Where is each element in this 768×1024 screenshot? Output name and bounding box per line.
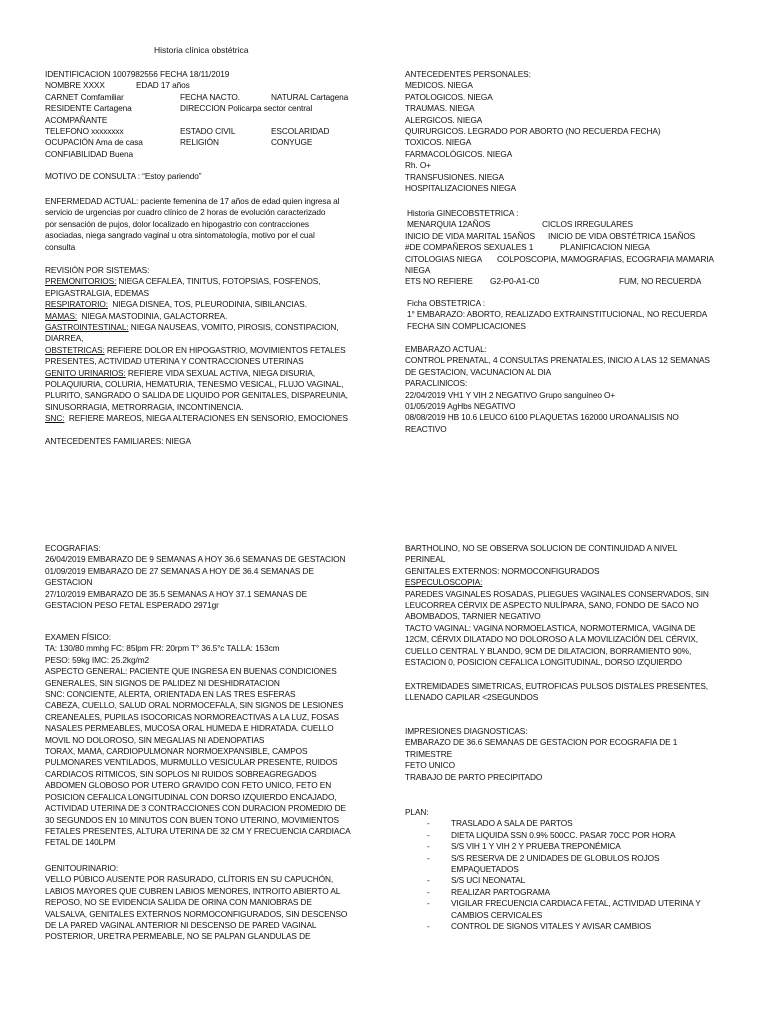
text-line: 1° EMBARAZO: ABORTO, REALIZADO EXTRAINSTITUCIONAL, NO RECUERDA	[407, 309, 708, 320]
ident-address: DIRECCION Policarpa sector central	[180, 103, 313, 114]
system-findings: NIEGA CEFALEA, TINITUS, FOTOPSIAS, FOSFENOS,	[116, 276, 321, 287]
text-line: ABDOMEN GLOBOSO POR UTERO GRAVIDO CON FETO UNICO, FETO EN	[45, 780, 332, 791]
text-line: NASALES PERMEABLES, MUCOSA ORAL HUMEDA E HIDRATADA. CUELLO	[45, 723, 334, 734]
plan-item	[405, 853, 735, 876]
gyneco-row	[407, 254, 737, 265]
text-line: TRABAJO DE PARTO PRECIPITADO	[405, 771, 543, 782]
text-line: TACTO VAGINAL: VAGINA NORMOELASTICA, NORMOTERMICA, VAGINA DE	[405, 622, 696, 633]
system-findings: DIARREA,	[45, 333, 84, 344]
text-line: TOXICOS. NIEGA	[405, 137, 472, 148]
section-heading: IMPRESIONES DIAGNOSTICAS:	[405, 726, 528, 736]
plan-item	[405, 830, 735, 841]
systems-review-line	[45, 288, 365, 299]
genitourinary-exam	[45, 863, 375, 943]
text-line: VELLO PÚBICO AUSENTE POR RASURADO, CLÍTORIS EN SU CAPUCHÓN,	[45, 874, 334, 885]
text-line: CARDIACOS RITMICOS, SIN SOPLOS NI RUIDOS SOBREAGREGADOS	[45, 768, 317, 779]
text-line: por sensación de pujos, dolor localizado en hipogastrio con contracciones	[45, 218, 309, 229]
plan-item-text: REALIZAR PARTOGRAMA	[451, 886, 551, 897]
systems-review-line	[45, 333, 365, 344]
text-line: 27/10/2019 EMBARAZO DE 35.5 SEMANAS A HOY 37.1 SEMANAS DE	[45, 588, 308, 599]
system-findings: EPIGASTRALGIA, EDEMAS	[45, 287, 149, 298]
plan-item-text: S/S UCI NEONATAL	[451, 875, 526, 886]
plan-item-text: DIETA LIQUIDA SSN 0.9% 500CC. PASAR 70CC POR HORA	[451, 829, 676, 840]
family-planning: PLANIFICACION NIEGA	[560, 242, 650, 253]
systems-review-line	[45, 356, 365, 367]
text-line: CONTROL PRENATAL, 4 CONSULTAS PRENATALES, INICIO A LAS 12 SEMANAS	[405, 355, 710, 366]
plan-item	[405, 898, 735, 921]
systems-review-line	[45, 413, 365, 424]
text-line: CREANEALES, PUPILAS ISOCORICAS NORMOREACTIVAS A LA LUZ, FOSAS	[45, 711, 339, 722]
bullet-dash: -	[427, 875, 430, 886]
diagnostic-impressions	[405, 726, 735, 783]
text-line: EMBARAZO DE 36.6 SEMANAS DE GESTACION POR ECOGRAFIA DE 1	[405, 737, 678, 748]
physical-exam	[45, 632, 375, 849]
text-line: 08/08/2019 HB 10.6 LEUCO 6100 PLAQUETAS 162000 UROANALISIS NO	[405, 412, 679, 423]
text-line: POSTERIOR, URETRA PERMEABLE, NO SE PALPAN GLANDULAS DE	[45, 931, 311, 942]
gyneco-row	[407, 265, 737, 276]
plan-item-text: VIGILAR FRECUENCIA CARDIACA FETAL, ACTIVIDAD UTERINA Y	[451, 898, 701, 909]
bullet-dash: -	[427, 921, 430, 932]
current-pregnancy	[405, 344, 735, 435]
bullet-dash: -	[427, 886, 430, 897]
section-heading: Historia GINECOBSTETRICA :	[407, 208, 519, 218]
family-history-text: ANTECEDENTES FAMILIARES: NIEGA	[45, 436, 191, 446]
plan-item	[405, 841, 735, 852]
ident-id-date: IDENTIFICACION 1007982556 FECHA 18/11/2019	[45, 69, 230, 79]
text-line: PARACLINICOS:	[405, 378, 468, 389]
section-heading: ESPECULOSCOPIA:	[405, 577, 483, 588]
section-heading: EMBARAZO ACTUAL:	[405, 344, 487, 354]
menarche: MENARQUIA 12AÑOS	[407, 219, 491, 230]
system-label: RESPIRATORIO:	[45, 299, 108, 310]
system-label: GASTROINTESTINAL:	[45, 322, 129, 333]
text-line: PATOLOGICOS. NIEGA	[405, 91, 493, 102]
text-line: REPOSO, NO SE EVIDENCIA SALIDA DE ORINA CON MANIOBRAS DE	[45, 897, 312, 908]
text-line: 22/04/2019 VH1 Y VIH 2 NEGATIVO Grupo sanguíneo O+	[405, 389, 616, 400]
document-title: Historia clínica obstétrica	[154, 45, 249, 55]
plan	[405, 807, 735, 932]
ident-age: EDAD 17 años	[136, 80, 190, 91]
section-heading: ECOGRAFIAS:	[45, 543, 101, 553]
systems-review-line	[45, 322, 365, 333]
text-line: LEUCORREA CÉRVIX DE ASPECTO NULÍPARA, SANO, FONDO DE SACO NO	[405, 600, 699, 611]
text-line: REACTIVO	[405, 423, 447, 434]
system-findings: NIEGA DISNEA, TOS, PLEURODINIA, SIBILANCIAS.	[107, 299, 307, 310]
last-menstrual-period: FUM, NO RECUERDA	[619, 276, 702, 287]
plan-item	[405, 921, 735, 932]
screening-exams: COLPOSCOPIA, MAMOGRAFIAS, ECOGRAFIA MAMARIA	[497, 253, 714, 264]
ident-carnet: CARNET Comfamiliar	[45, 91, 124, 102]
text-line: POSICION CEFALICA LONGITUDINAL CON DORSO IZQUIERDO ENCAJADO,	[45, 791, 337, 802]
ident-row	[45, 137, 365, 148]
plan-item-text: CAMBIOS CERVICALES	[451, 909, 543, 920]
ident-reliability: CONFIABILIDAD Buena	[45, 148, 134, 159]
extremities-exam	[405, 681, 735, 704]
systems-review	[45, 265, 365, 425]
text-line: HOSPITALIZACIONES NIEGA	[405, 183, 516, 194]
plan-item	[405, 818, 735, 829]
systems-review-line	[45, 345, 365, 356]
system-label: GENITO URINARIOS:	[45, 367, 126, 378]
ultrasounds	[45, 543, 375, 611]
text-line: 30 SEGUNDOS EN 10 MINUTOS CON BUEN TONO UTERINO, MOVIMIENTOS	[45, 814, 339, 825]
text-line: PERINEAL	[405, 554, 446, 565]
text-line: FARMACOLÓGICOS. NIEGA	[405, 148, 513, 159]
text-line: PAREDES VAGINALES ROSADAS, PLIEGUES VAGINALES CONSERVADOS, SIN	[405, 588, 709, 599]
text-line: servicio de urgencias por cuadro clínico de 2 horas de evolución caracterizado	[45, 207, 326, 218]
text-line: consulta	[45, 241, 76, 252]
ident-row	[45, 115, 365, 126]
text-line: asociadas, niega sangrado vaginal u otra sintomatología, motivo por el cual	[45, 230, 315, 241]
text-line: Rh. O+	[405, 160, 431, 171]
systems-review-line	[45, 368, 365, 379]
text-line: TRANSFUSIONES. NIEGA	[405, 171, 504, 182]
system-findings: NIEGA MASTODINIA, GALACTORREA.	[77, 310, 228, 321]
system-label: OBSTETRICAS:	[45, 344, 105, 355]
plan-item-text: S/S RESERVA DE 2 UNIDADES DE GLOBULOS ROJOS	[451, 852, 660, 863]
text-line: BARTHOLINO, NO SE OBSERVA SOLUCION DE CONTINUIDAD A NIVEL	[405, 543, 678, 553]
system-findings: SINUSORRAGIA, METRORRAGIA, INCONTINENCIA.	[45, 401, 244, 412]
ident-row	[45, 103, 365, 114]
system-label: SNC:	[45, 413, 65, 424]
plan-list	[405, 818, 735, 932]
system-findings: REFIERE VIDA SEXUAL ACTIVA, NIEGA DISURIA,	[125, 367, 316, 378]
plan-item-text: TRASLADO A SALA DE PARTOS	[451, 818, 573, 829]
bullet-dash: -	[427, 818, 430, 829]
system-findings: PRESENTES, ACTIVIDAD UTERINA Y CONTRACCIONES UTERINAS	[45, 356, 304, 367]
text-line: 12CM, CÉRVIX DILATADO NO DOLOROSO A LA MOVILIZACIÓN DEL CÉRVIX,	[405, 634, 698, 645]
plan-item-text: S/S VIH 1 Y VIH 2 Y PRUEBA TREPONÉMICA	[451, 841, 621, 852]
text-line: GESTACION PESO FETAL ESPERADO 2971gr	[45, 600, 219, 611]
consultation-reason	[45, 171, 201, 182]
perineal-exam	[405, 543, 735, 668]
text-line: EXTREMIDADES SIMETRICAS, EUTROFICAS PULSOS DISTALES PRESENTES,	[405, 681, 708, 691]
cycles: CICLOS IRREGULARES	[542, 219, 633, 230]
sti-history: ETS NO REFIERE	[405, 276, 473, 287]
gyneco-row	[407, 231, 737, 242]
ident-residence: RESIDENTE Cartagena	[45, 103, 132, 114]
text-line: LLENADO CAPILAR <2SEGUNDOS	[405, 692, 539, 703]
obstetric-formula: G2-P0-A1-C0	[490, 276, 540, 287]
system-findings: REFIERE MAREOS, NIEGA ALTERACIONES EN SENSORIO, EMOCIONES	[64, 413, 348, 424]
plan-item	[405, 875, 735, 886]
ident-civil-status: ESTADO CIVIL	[180, 125, 236, 136]
ident-phone: TELEFONO xxxxxxxx	[45, 125, 124, 136]
obstetric-life-start: INICIO DE VIDA OBSTÉTRICA 15AÑOS	[548, 230, 696, 241]
current-illness	[45, 196, 365, 253]
text-line: ABOMBADOS, TARNIER NEGATIVO	[405, 611, 541, 622]
systems-review-line	[45, 311, 365, 322]
text-line: 26/04/2019 EMBARAZO DE 9 SEMANAS A HOY 36.6 SEMANAS DE GESTACION	[45, 554, 346, 565]
ident-row	[45, 126, 365, 137]
text-line: MOVIL NO DOLOROSO, SIN MEGALIAS NI ADENOPATIAS	[45, 734, 265, 745]
ident-natural: NATURAL Cartagena	[271, 91, 349, 102]
ident-spouse: CONYUGE	[271, 137, 313, 148]
weight-bmi: PESO: 59kg IMC: 25.2kg/m2	[45, 654, 150, 665]
text-line: ALERGICOS. NIEGA	[405, 114, 483, 125]
screening-exams-result: NIEGA	[405, 264, 431, 275]
text-line: FETO UNICO	[405, 760, 456, 771]
ident-occupation: OCUPACIÓN Ama de casa	[45, 137, 143, 148]
systems-review-lines	[45, 276, 365, 424]
text-line: ASPECTO GENERAL: PACIENTE QUE INGRESA EN BUENAS CONDICIONES	[45, 666, 337, 677]
ident-birthdate: FECHA NACTO.	[180, 91, 240, 102]
systems-review-line	[45, 299, 365, 310]
ident-row	[45, 69, 365, 80]
gyneco-row	[407, 219, 737, 230]
bullet-dash: -	[427, 841, 430, 852]
gyneco-row	[407, 276, 737, 287]
ident-schooling: ESCOLARIDAD	[271, 125, 330, 136]
system-findings: PLURITO, SANGRADO O SALIDA DE LIQUIDO POR GENITALES, DISPAREUNIA,	[45, 390, 348, 401]
text-line: GESTACION	[45, 577, 93, 588]
vital-signs: TA: 130/80 mmhg FC: 85lpm FR: 20rpm T° 36.5°c TALLA: 153cm	[45, 643, 280, 654]
section-heading: EXAMEN FÍSICO:	[45, 632, 111, 642]
systems-review-line	[45, 402, 365, 413]
ident-row	[45, 80, 365, 91]
text-line: GENITALES EXTERNOS: NORMOCONFIGURADOS	[405, 565, 600, 576]
text-line: QUIRURGICOS. LEGRADO POR ABORTO (NO RECUERDA FECHA)	[405, 126, 661, 137]
systems-review-line	[45, 276, 365, 287]
section-heading: Ficha OBSTETRICA :	[407, 298, 485, 308]
text-line: 01/05/2019 AgHbs NEGATIVO	[405, 401, 516, 412]
obstetric-record	[407, 298, 737, 332]
gyneco-row	[407, 242, 737, 253]
text-line: CABEZA, CUELLO, SALUD ORAL NORMOCEFALA, SIN SIGNOS DE LESIONES	[45, 700, 344, 711]
identification-block	[45, 69, 365, 160]
text-line: ESTACION 0, POSICION CEFALICA LONGITUDINAL, DORSO IZQUIERDO	[405, 657, 683, 668]
systems-review-line	[45, 390, 365, 401]
plan-item-text: EMPAQUETADOS	[451, 864, 519, 875]
text-line: TORAX, MAMA, CARDIOPULMONAR NORMOEXPANSIBLE, CAMPOS	[45, 746, 308, 757]
text-line: ACTIVIDAD UTERINA DE 3 CONTRACCIONES CON DURACION PROMEDIO DE	[45, 803, 346, 814]
section-heading: ANTECEDENTES PERSONALES:	[405, 69, 531, 79]
text-line: TRAUMAS. NIEGA	[405, 103, 475, 114]
text-line: TRIMESTRE	[405, 748, 453, 759]
ident-row	[45, 92, 365, 103]
systems-review-line	[45, 379, 365, 390]
marital-life-start: INICIO DE VIDA MARITAL 15AÑOS	[405, 230, 535, 241]
text-line: LABIOS MAYORES QUE CUBREN LABIOS MENORES, INTROITO ABIERTO AL	[45, 885, 341, 896]
system-findings: NIEGA NAUSEAS, VOMITO, PIROSIS, CONSTIPACION,	[128, 322, 339, 333]
ident-row	[45, 149, 365, 160]
text-line: CUELLO CENTRAL Y BLANDO, 9CM DE DILATACION, BORRAMIENTO 90%,	[405, 645, 692, 656]
section-heading: PLAN:	[405, 807, 429, 817]
system-findings: REFIERE DOLOR EN HIPOGASTRIO, MOVIMIENTOS FETALES	[104, 344, 346, 355]
cytologies: CITOLOGIAS NIEGA	[405, 253, 483, 264]
text-line: GENERALES, SIN SIGNOS DE PALIDEZ NI DESHIDRATACION	[45, 677, 280, 688]
text-line: SNC: CONCIENTE, ALERTA, ORIENTADA EN LAS TRES ESFERAS	[45, 689, 296, 700]
ident-religion: RELIGIÓN	[180, 137, 219, 148]
text-line: FETALES PRESENTES, ALTURA UTERINA DE 32 CM Y FRECUENCIA CARDIACA	[45, 825, 351, 836]
text-line: FETAL DE 140LPM	[45, 837, 116, 848]
text-line: ENFERMEDAD ACTUAL: paciente femenina de 17 años de edad quien ingresa al	[45, 196, 340, 206]
plan-item-text: CONTROL DE SIGNOS VITALES Y AVISAR CAMBIOS	[451, 921, 652, 932]
bullet-dash: -	[427, 898, 430, 909]
text-line: VALSALVA, GENITALES EXTERNOS NORMOCONFIGURADOS, SIN DESCENSO	[45, 908, 348, 919]
text-line: DE LA PARED VAGINAL ANTERIOR NI DESCENSO DE PARED VAGINAL	[45, 920, 317, 931]
bullet-dash: -	[427, 852, 430, 863]
system-label: MAMAS:	[45, 310, 78, 321]
family-history	[45, 436, 191, 447]
text-line: 01/09/2019 EMBARAZO DE 27 SEMANAS A HOY DE 36.4 SEMANAS DE	[45, 565, 314, 576]
personal-history	[405, 69, 735, 194]
text-line: FECHA SIN COMPLICACIONES	[407, 320, 526, 331]
sexual-partners: #DE COMPAÑEROS SEXUALES 1	[405, 242, 534, 253]
bullet-dash: -	[427, 829, 430, 840]
text-line: DE GESTACION, VACUNACION AL DIA	[405, 366, 552, 377]
system-label: PREMONITORIOS:	[45, 276, 117, 287]
system-findings: POLAQUIURIA, COLURIA, HEMATURIA, TENESMO VESICAL, FLUJO VAGINAL,	[45, 379, 344, 390]
consultation-reason-text: MOTIVO DE CONSULTA : “Estoy pariendo”	[45, 171, 202, 181]
plan-item	[405, 887, 735, 898]
section-heading: GENITOURINARIO:	[45, 863, 119, 873]
section-heading: REVISIÓN POR SISTEMAS:	[45, 265, 150, 275]
ident-name: NOMBRE XXXX	[45, 80, 105, 91]
gyneco-obstetric-history	[407, 208, 737, 288]
text-line: PULMONARES VENTILADOS, MURMULLO VESICULAR PRESENTE, RUIDOS	[45, 757, 338, 768]
text-line: MEDICOS. NIEGA	[405, 80, 473, 91]
ident-companion: ACOMPAÑANTE	[45, 114, 108, 125]
